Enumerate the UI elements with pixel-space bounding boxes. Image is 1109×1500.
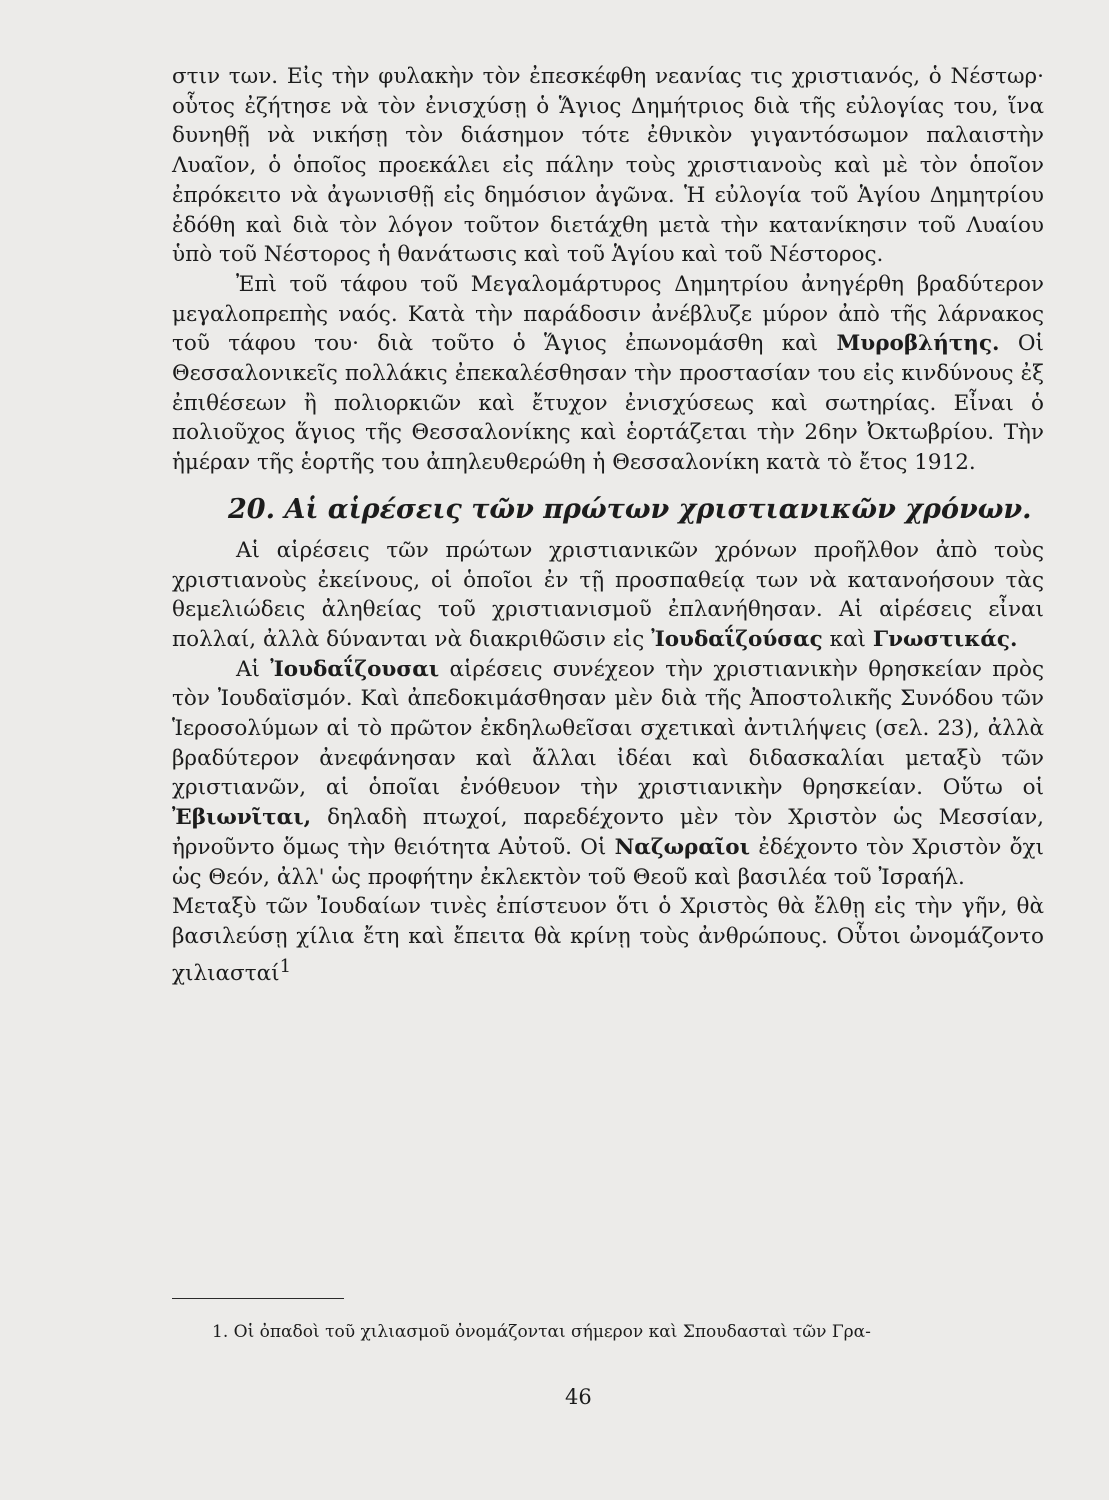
- bold-term-myrovlitis: Μυροβλήτης.: [836, 331, 1000, 357]
- paragraph-judaizers: Αἱ Ἰουδαΐζουσαι αἱρέσεις συνέχεον τὴν χριστιανικὴν θρησκείαν πρὸς τὸν Ἰουδαϊσμόν. Καὶ ἀπεδοκιμάσθησαν μὲν διὰ τῆς Ἀποστολικῆς Συνόδου τῶν Ἱεροσολύμων αἱ τὸ πρῶτον ἐκδηλωθεῖσαι σχετικαὶ ἀντιλήψεις (σελ. 23), ἀλλὰ βραδύτερον ἀνεφάνησαν καὶ ἄλλαι ἰδέαι καὶ διδασκαλίαι μεταξὺ τῶν χριστιανῶν, αἱ ὁποῖαι ἐνόθευον τὴν χριστιανικὴν θρησκείαν. Οὕτω οἱ Ἐβιωνῖται, δηλαδὴ πτωχοί, παρεδέχοντο μὲν τὸν Χριστὸν ὡς Μεσσίαν, ἠρνοῦντο ὅμως τὴν θειότητα Αὐτοῦ. Οἱ Ναζωραῖοι ἐδέχοντο τὸν Χριστὸν ὄχι ὡς Θεόν, ἀλλ' ὡς προφήτην ἐκλεκτὸν τοῦ Θεοῦ καὶ βασιλέα τοῦ Ἰσραήλ.: [172, 656, 1044, 890]
- bold-term-ebionites: Ἐβιωνῖται,: [172, 805, 312, 831]
- footnote-divider: [172, 1298, 344, 1299]
- bold-term-judaizers: Ἰουδαΐζουσαι: [270, 656, 440, 682]
- section-heading: 20. Αἱ αἱρέσεις τῶν πρώτων χριστιανικῶν χρόνων.: [228, 493, 1032, 525]
- paragraph-demetrius-prison: στιν των. Εἰς τὴν φυλακὴν τὸν ἐπεσκέφθη νεανίας τις χριστιανός, ὁ Νέστωρ· οὗτος ἐζήτησε νὰ τὸν ἐνισχύσῃ ὁ Ἅγιος Δημήτριος διὰ τῆς εὐλογίας του, ἵνα δυνηθῇ νὰ νικήσῃ τὸν διάσημον τότε ἐθνικὸν γιγαντόσωμον παλαιστὴν Λυαῖον, ὁ ὁποῖος προεκάλει εἰς πάλην τοὺς χριστιανοὺς καὶ μὲ τὸν ὁποῖον ἐπρόκειτο νὰ ἀγωνισθῇ εἰς δημόσιον ἀγῶνα. Ἡ εὐλογία τοῦ Ἁγίου Δημητρίου ἐδόθη καὶ διὰ τὸν λόγον τοῦτον διετάχθη μετὰ τὴν κατανίκησιν τοῦ Λυαίου ὑπὸ τοῦ Νέστορος ἡ θανάτωσις καὶ τοῦ Ἁγίου καὶ τοῦ Νέστορος.: [172, 64, 1044, 268]
- bold-term-gnostic: Γνωστικάς.: [872, 626, 1018, 652]
- footnote-number: 1.: [212, 1322, 229, 1342]
- main-text: [172, 62, 1044, 989]
- page-number: 46: [565, 1385, 592, 1409]
- paragraph-chiliasts: Μεταξὺ τῶν Ἰουδαίων τινὲς ἐπίστευον ὅτι ὁ Χριστὸς θὰ ἔλθῃ εἰς τὴν γῆν, θὰ βασιλεύσῃ χίλια ἔτη καὶ ἔπειτα θὰ κρίνῃ τοὺς ἀνθρώπους. Οὗτοι ὠνομάζοντο χιλιασταί$^1$: [172, 894, 1044, 986]
- paragraph-heresies-intro: Αἱ αἱρέσεις τῶν πρώτων χριστιανικῶν χρόνων προῆλθον ἀπὸ τοὺς χριστιανοὺς ἐκείνους, οἱ ὁποῖοι ἐν τῇ προσπαθείᾳ των νὰ κατανοήσουν τὰς θεμελιώδεις ἀληθείας τοῦ χριστιανισμοῦ ἐπλανήθησαν. Αἱ αἱρέσεις εἶναι πολλαί, ἀλλὰ δύνανται νὰ διακριθῶσιν εἰς Ἰουδαΐζούσας καὶ Γνωστικάς.: [172, 537, 1044, 652]
- footnote-reference: 1: [279, 955, 291, 977]
- bold-term-nazarenes: Ναζωραῖοι: [614, 834, 751, 860]
- footnote: [212, 1320, 1044, 1344]
- footnote-text: Οἱ ὀπαδοὶ τοῦ χιλιασμοῦ ὀνομάζονται σήμερον καὶ Σπουδασταὶ τῶν Γρα-: [233, 1322, 871, 1342]
- paragraph-myrovlitis: Ἐπὶ τοῦ τάφου τοῦ Μεγαλομάρτυρος Δημητρίου ἀνηγέρθη βραδύτερον μεγαλοπρεπὴς ναός. Κατὰ τὴν παράδοσιν ἀνέβλυζε μύρον ἀπὸ τῆς λάρνακος τοῦ τάφου του· διὰ τοῦτο ὁ Ἅγιος ἐπωνομάσθη καὶ Μυροβλήτης. Οἱ Θεσσαλονικεῖς πολλάκις ἐπεκαλέσθησαν τὴν προστασίαν του εἰς κινδύνους ἐξ ἐπιθέσεων ἢ πολιορκιῶν καὶ ἔτυχον ἐνισχύσεως καὶ σωτηρίας. Εἶναι ὁ πολιοῦχος ἅγιος τῆς Θεσσαλονίκης καὶ ἑορτάζεται τὴν 26ην Ὀκτωβρίου. Τὴν ἡμέραν τῆς ἑορτῆς του ἀπηλευθερώθη ἡ Θεσσαλονίκη κατὰ τὸ ἔτος 1912.: [172, 271, 1044, 476]
- bold-term-judaizing: Ἰουδαΐζούσας: [651, 626, 823, 652]
